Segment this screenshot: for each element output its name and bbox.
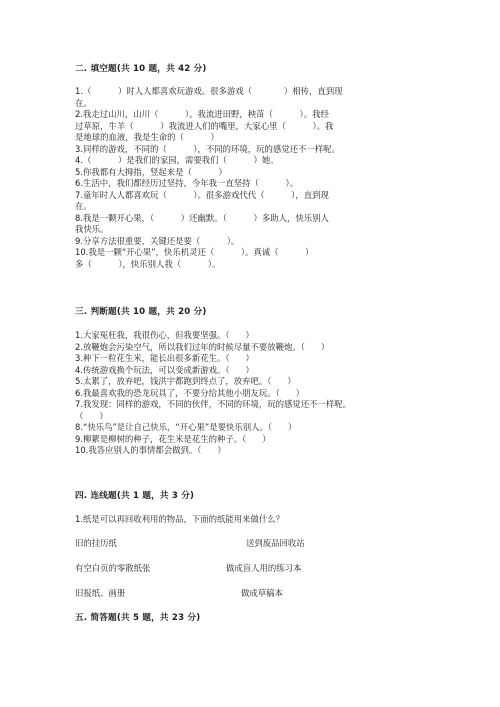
fill-section-body — [75, 86, 435, 270]
fill-line: 5.你我都有大拇指，竖起来是（ ） — [75, 166, 227, 177]
fill-line: 8.我是一颗开心果，（ ）还幽默。（ ）多助人，快乐别人 — [75, 212, 329, 223]
fill-line: 我快乐。 — [75, 224, 109, 234]
fill-line: 多（ ），快乐别人我（ ）。 — [75, 258, 221, 269]
match-right-item: 送到废品回收站 — [246, 538, 305, 548]
judge-line: 2.放鞭炮会污染空气，所以我们过年的时候尽量不要放鞭炮。（ ） — [75, 341, 330, 352]
match-right-item: 做成草稿本 — [241, 588, 283, 598]
fill-line: 7.童年时人人都喜欢玩（ ）。很多游戏代代（ ），直到现 — [75, 189, 329, 200]
fill-line: 过草原，牛羊（ ）我流进人们的嘴里，大家心里（ ）。我 — [75, 120, 334, 131]
match-left-item: 旧的挂历纸 — [75, 538, 117, 548]
judge-line: 6.我最喜欢我的恐龙玩具了，不要分给其他小朋友玩。（ ） — [75, 387, 305, 398]
fill-line: 4.（ ）是我们的家园，需要我们（ ）她。 — [75, 155, 279, 165]
fill-line: 10.我是一颗“开心果”，快乐机灵还（ ）。真诚（ ） — [75, 247, 314, 257]
fill-line: 3.同样的游戏，不同的（ ），不同的环境，玩的感觉还不一样呢。 — [75, 143, 340, 154]
match-section-title: 四. 连线题(共 1 题，共 3 分) — [75, 491, 195, 501]
judge-line: 1.大家冤枉我，我很伤心，但我要坚强。（ ） — [75, 330, 254, 340]
fill-line: 是地球的血液，我是生命的（ ） — [75, 132, 219, 142]
judge-section-body — [75, 330, 435, 457]
judge-line: 5.太累了，放弃吧，钱洪宇都跑到终点了，放弃吧。（ ） — [75, 376, 296, 386]
judge-line: 8.“快乐鸟”是让自己快乐，“开心果”是要快乐别人。（ ） — [75, 422, 297, 432]
match-left-item: 有空白页的零散纸张 — [75, 563, 151, 573]
match-right-item: 做成盲人用的练习本 — [226, 563, 302, 573]
short-answer-section-title: 五. 简答题(共 5 题，共 23 分) — [75, 613, 201, 623]
fill-line: 在。 — [75, 201, 92, 211]
judge-line: 9.柳絮是柳树的种子，花生米是花生的种子。（ ） — [75, 433, 271, 444]
judge-line: 7.我发现：同样的游戏，不同的伙伴，不同的环境，玩的感觉还不一样呢。 — [75, 399, 351, 409]
judge-line: 4.传统游戏换个玩法，可以变成新游戏。（ ） — [75, 364, 254, 375]
fill-line: 9.分享方法很重要，关键还是要（ ）。 — [75, 235, 240, 246]
fill-section-title: 二. 填空题(共 10 题，共 42 分) — [75, 64, 207, 74]
match-left-item: 旧报纸、画册 — [75, 588, 126, 598]
judge-line: （ ） — [75, 410, 108, 421]
judge-line: 10.我答应别人的事情都会做到。（ ） — [75, 445, 226, 455]
fill-line: 1.（ ）时人人都喜欢玩游戏。很多游戏（ ）相传，直到现 — [75, 86, 343, 96]
fill-line: 6.生活中，我们都经历过坚持，今年我一直坚持（ ）。 — [75, 178, 299, 188]
match-question: 1.纸是可以再回收利用的物品，下面的纸能用来做什么？ — [75, 514, 284, 524]
judge-section-title: 三. 判断题(共 10 题，共 20 分) — [75, 307, 207, 317]
fill-line: 在。 — [75, 97, 92, 108]
judge-line: 3.种下一粒花生米，能长出很多新花生。（ ） — [75, 353, 254, 363]
fill-line: 2.我走过山川，山川（ ）。我流进田野，秧苗（ ）。我经 — [75, 109, 329, 119]
